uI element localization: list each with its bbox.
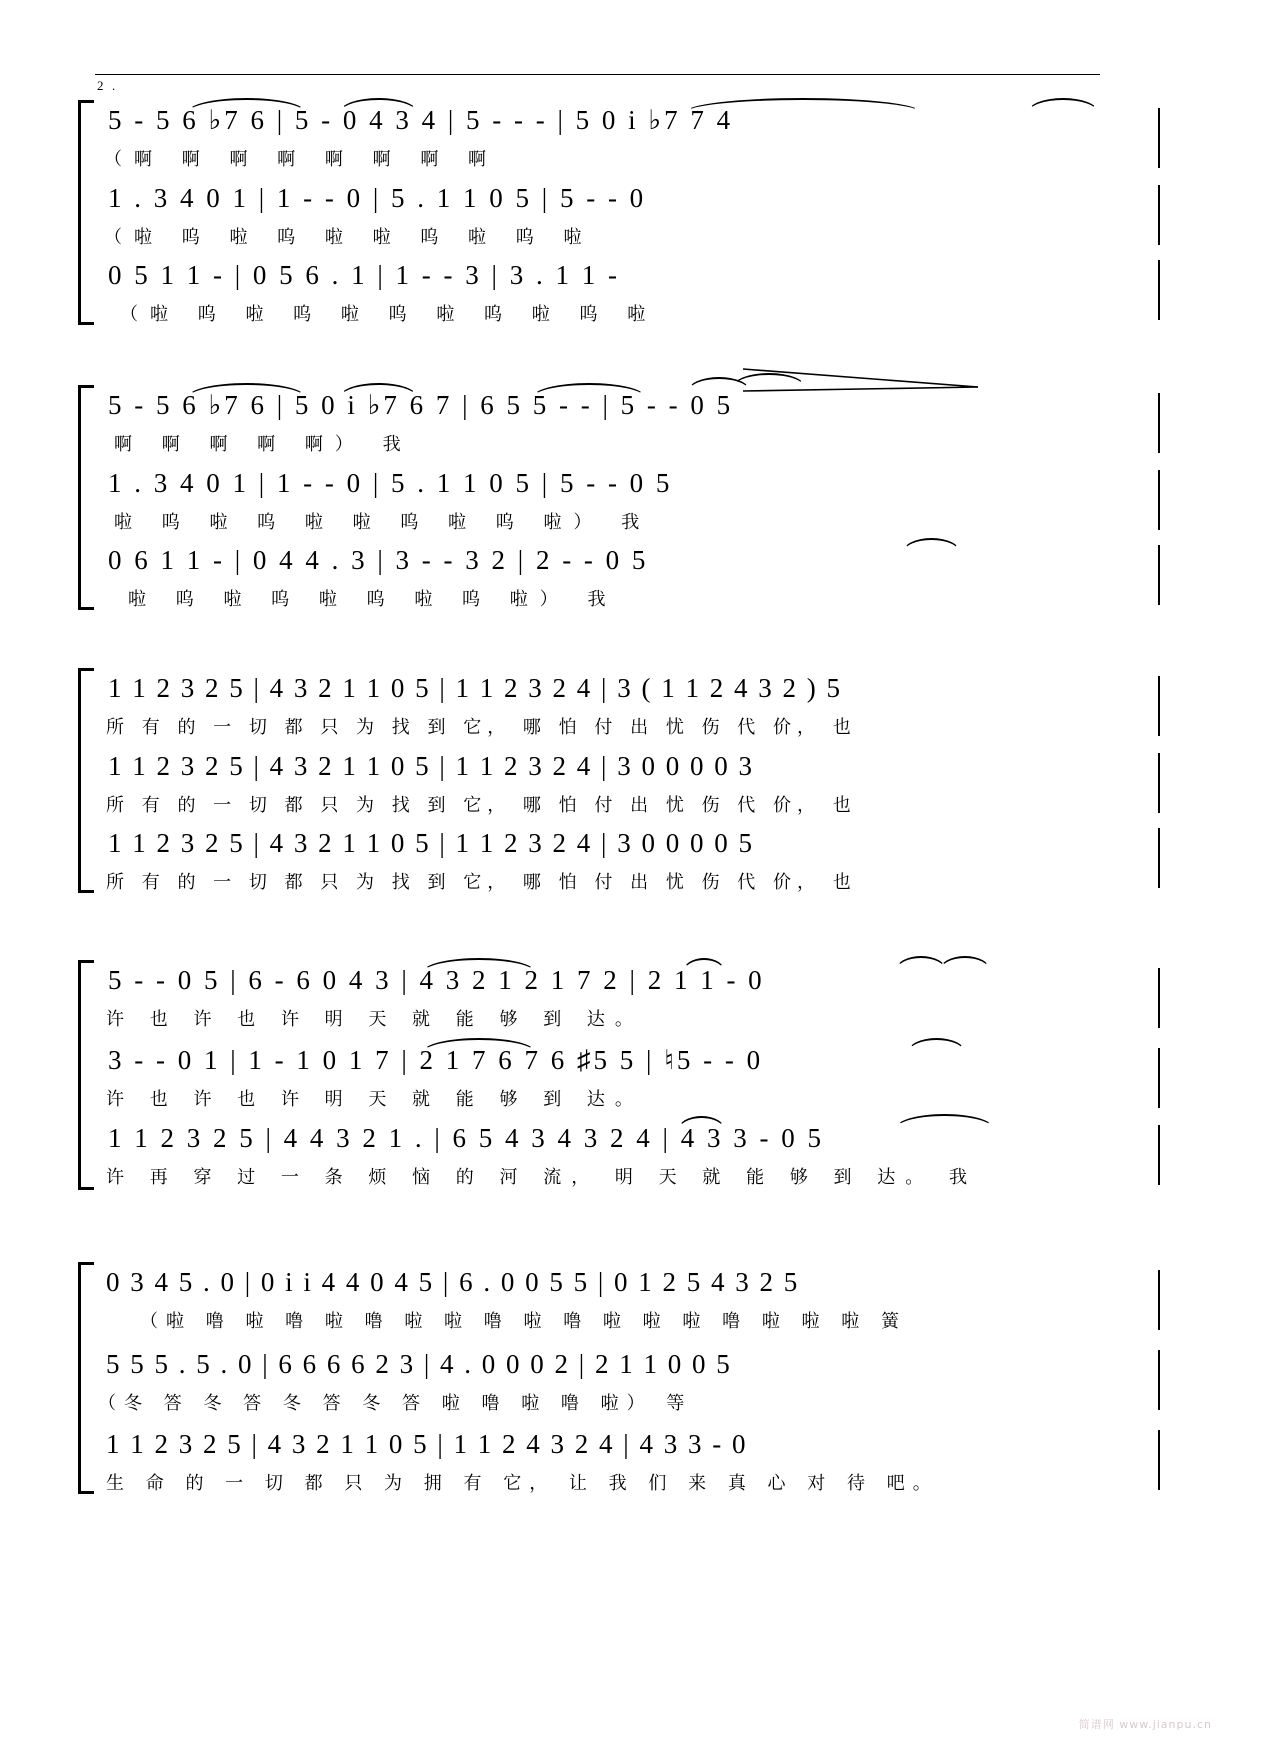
lyric-line: （啦 呜 啦 呜 啦 啦 呜 啦 呜 啦 [104,227,594,248]
slur-mark [940,956,990,970]
note-line: 0 3 4 5 . 0 | 0 i i 4 4 0 4 5 | 6 . 0 0 5 5 | 0 1 2 5 4 3 2 5 [106,1267,800,1297]
note-line: 5 - - 0 5 | 6 - 6 0 4 3 | 4 3 2 1 2 1 7 2 | 2 1 1 - 0 [108,965,765,995]
voice-row-soprano [78,668,1188,752]
system-4 [78,960,1188,1205]
page-number-dot: . [112,78,116,93]
voice-row-soprano [78,385,1188,469]
voice-row-alto [78,178,1188,262]
slur-mark [683,958,725,972]
lyric-line: （啊 啊 啊 啊 啊 啊 啊 啊 [104,149,499,170]
slur-mark [340,383,417,397]
lyric-line: 所 有 的 一 切 都 只 为 找 到 它， 哪 怕 付 出 忧 伤 代 价， 也 [106,717,857,738]
system-1 [78,100,1188,335]
lyric-line: 啦 呜 啦 呜 啦 呜 啦 呜 啦） 我 [128,589,618,610]
slur-mark [423,1038,535,1052]
lyric-line: 所 有 的 一 切 都 只 为 找 到 它， 哪 怕 付 出 忧 伤 代 价， 也 [106,872,857,893]
system-2 [78,385,1188,620]
voice-row-bass [78,540,1188,624]
note-line: 1 1 2 3 2 5 | 4 3 2 1 1 0 5 | 1 1 2 3 2 4 | 3 ( 1 1 2 4 3 2 ) 5 [108,673,842,703]
lyric-line: （啦 呜 啦 呜 啦 呜 啦 呜 啦 呜 啦 [120,304,658,325]
note-line: 1 1 2 3 2 5 | 4 4 3 2 1 . | 6 5 4 3 4 3 2 4 | 4 3 3 - 0 5 [108,1123,824,1153]
slur-mark [678,1116,725,1130]
note-line: 0 6 1 1 - | 0 4 4 . 3 | 3 - - 3 2 | 2 - - 0 5 [108,545,649,575]
lyric-line: 啊 啊 啊 啊 啊） 我 [114,434,413,455]
voice-row-bass [78,1424,1188,1508]
slur-mark [1028,98,1098,112]
slur-mark [533,383,645,397]
slur-mark [903,538,960,552]
voice-row-soprano [78,100,1188,184]
lyric-line: 啦 呜 啦 呜 啦 啦 呜 啦 呜 啦） 我 [114,512,652,533]
voice-row-bass [78,255,1188,339]
voice-row-bass [78,1118,1188,1202]
lyric-line: 所 有 的 一 切 都 只 为 找 到 它， 哪 怕 付 出 忧 伤 代 价， 也 [106,795,857,816]
voice-row-alto [78,463,1188,547]
slur-mark [423,958,535,972]
note-line: 1 1 2 3 2 5 | 4 3 2 1 1 0 5 | 1 1 2 3 2 4 | 3 0 0 0 0 3 [108,751,754,781]
note-line: 1 1 2 3 2 5 | 4 3 2 1 1 0 5 | 1 1 2 4 3 2 4 | 4 3 3 - 0 [106,1429,748,1459]
system-3 [78,668,1188,903]
slur-mark [188,98,305,112]
voice-row-bass [78,823,1188,907]
lyric-line: 许 也 许 也 许 明 天 就 能 够 到 达。 [106,1089,643,1110]
note-line: 0 5 1 1 - | 0 5 6 . 1 | 1 - - 3 | 3 . 1 1 - [108,260,620,290]
slur-mark [188,383,305,397]
top-divider-rule [95,74,1100,75]
voice-row-alto [78,1344,1188,1428]
note-line: 3 - - 0 1 | 1 - 1 0 1 7 | 2 1 7 6 7 6 ♯5 5 | ♮5 - - 0 [108,1045,764,1075]
slur-mark [340,98,417,112]
voice-row-soprano [78,1262,1188,1346]
lyric-line: （啦 噜 啦 噜 啦 噜 啦 啦 噜 啦 噜 啦 啦 啦 噜 啦 啦 啦 簧 [140,1311,907,1332]
page-number: 2 [97,78,104,93]
note-line: 5 5 5 . 5 . 0 | 6 6 6 6 2 3 | 4 . 0 0 0 2 | 2 1 1 0 0 5 [106,1349,732,1379]
lyric-line: 生 命 的 一 切 都 只 为 拥 有 它， 让 我 们 来 真 心 对 待 吧。 [106,1473,939,1494]
lyric-line: （冬 答 冬 答 冬 答 冬 答 啦 噜 啦 噜 啦） 等 [98,1393,693,1414]
voice-row-alto [78,1040,1188,1124]
note-line: 1 . 3 4 0 1 | 1 - - 0 | 5 . 1 1 0 5 | 5 - - 0 5 [108,468,673,498]
system-5 [78,1262,1188,1507]
note-line: 5 - 5 6 ♭7 6 | 5 - 0 4 3 4 | 5 - - - | 5 0 i ♭7 7 4 [108,105,734,135]
note-line: 5 - 5 6 ♭7 6 | 5 0 i ♭7 6 7 | 6 5 5 - - | 5 - - 0 5 [108,390,734,420]
slur-mark [908,1038,965,1052]
note-line: 1 1 2 3 2 5 | 4 3 2 1 1 0 5 | 1 1 2 3 2 4 | 3 0 0 0 0 5 [108,828,754,858]
slur-mark [686,98,920,112]
note-line: 1 . 3 4 0 1 | 1 - - 0 | 5 . 1 1 0 5 | 5 - - 0 [108,183,647,213]
watermark-text: 简谱网 www.jianpu.cn [1078,1718,1212,1731]
slur-mark [896,956,946,970]
lyric-line: 许 再 穿 过 一 条 烦 恼 的 河 流， 明 天 就 能 够 到 达。 我 [106,1167,977,1188]
voice-row-alto [78,746,1188,830]
voice-row-soprano [78,960,1188,1044]
lyric-line: 许 也 许 也 许 明 天 就 能 够 到 达。 [106,1009,643,1030]
